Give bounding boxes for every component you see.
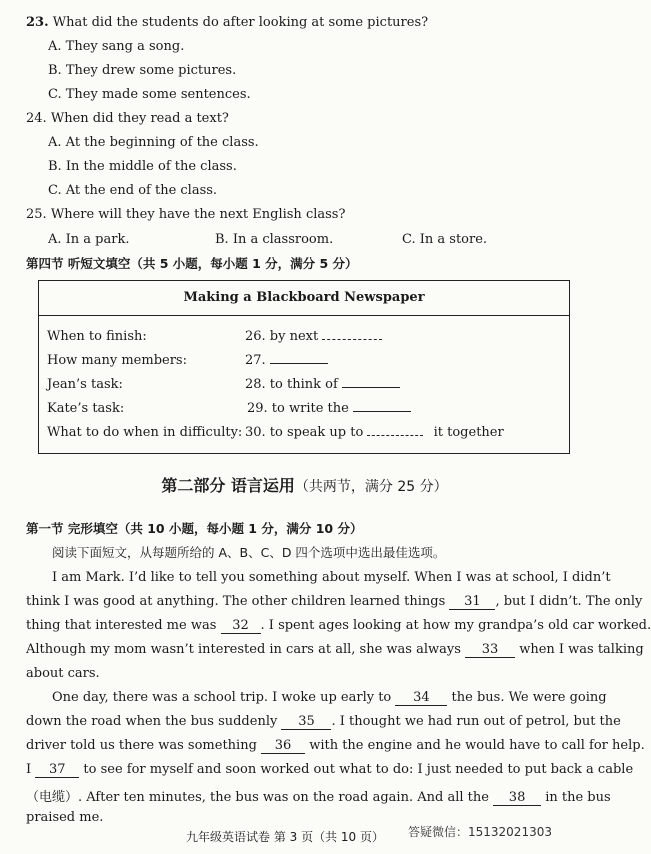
passage-text: in the bus xyxy=(545,790,611,805)
option-25a: A. In a park. xyxy=(48,232,130,247)
question-number: 23. xyxy=(26,15,49,30)
passage-line xyxy=(26,786,611,806)
option-25c: C. In a store. xyxy=(402,232,488,247)
passage-line xyxy=(26,642,644,658)
answer-suffix: it together xyxy=(433,425,504,440)
passage-text: the bus. We were going xyxy=(451,690,607,705)
passage-text: with the engine and he would have to call for help. xyxy=(309,738,645,753)
answer-prefix: 30. to speak up to xyxy=(245,425,364,440)
blank-35[interactable]: 35 xyxy=(281,714,331,730)
question-24 xyxy=(26,111,229,127)
answer-blank[interactable] xyxy=(367,435,423,436)
passage-text: Although my mom wasn’t interested in cars at all, she was always xyxy=(26,642,461,657)
answer-blank[interactable] xyxy=(322,339,382,340)
passage-text: One day, there was a school trip. I woke up early to xyxy=(52,690,392,705)
answer-prefix: 28. to think of xyxy=(245,377,338,392)
answer-blank[interactable] xyxy=(270,363,328,364)
passage-line xyxy=(26,594,642,610)
passage-text: when I was talking xyxy=(519,642,644,657)
passage-text: I xyxy=(26,762,32,777)
blank-36[interactable]: 36 xyxy=(261,738,305,754)
table-row-label: When to finish: xyxy=(47,329,147,344)
part2-heading xyxy=(0,476,609,497)
section4-heading: 第四节 听短文填空（共 5 小题，每小题 1 分，满分 5 分） xyxy=(26,256,358,271)
table-title: Making a Blackboard Newspaper xyxy=(39,281,569,316)
part2-subtitle: （共两节，满分 25 分） xyxy=(294,479,448,495)
table-row-label: Jean’s task: xyxy=(47,377,123,392)
question-25 xyxy=(26,207,345,223)
option-24a: A. At the beginning of the class. xyxy=(48,135,259,150)
passage-text: to see for myself and soon worked out what to do: I just needed to put back a cable xyxy=(83,762,634,777)
section1-heading: 第一节 完形填空（共 10 小题，每小题 1 分，满分 10 分） xyxy=(26,521,363,536)
listening-table xyxy=(38,280,570,454)
answer-blank[interactable] xyxy=(353,411,411,412)
blank-38[interactable]: 38 xyxy=(493,790,541,806)
table-row-answer xyxy=(247,401,411,416)
page-footer: 九年级英语试卷 第 3 页（共 10 页） xyxy=(186,830,384,844)
option-25b: B. In a classroom. xyxy=(215,232,334,247)
table-row-label: How many members: xyxy=(47,353,187,368)
table-row-label: Kate’s task: xyxy=(47,401,125,416)
table-row-answer xyxy=(245,425,504,440)
passage-line: praised me. xyxy=(26,810,104,825)
option-23c: C. They made some sentences. xyxy=(48,87,251,102)
passage-line: about cars. xyxy=(26,666,100,681)
question-number: 25. xyxy=(26,207,47,222)
passage-text: driver told us there was something xyxy=(26,738,257,753)
passage-line xyxy=(26,714,621,730)
watermark: 答疑微信：15132021303 xyxy=(408,825,552,839)
option-24b: B. In the middle of the class. xyxy=(48,159,237,174)
table-row-answer xyxy=(245,377,400,392)
passage-line xyxy=(26,762,633,778)
option-23a: A. They sang a song. xyxy=(48,39,185,54)
blank-32[interactable]: 32 xyxy=(221,618,261,634)
passage-text: thing that interested me was xyxy=(26,618,217,633)
question-text: Where will they have the next English class? xyxy=(50,207,346,222)
question-text: When did they read a text? xyxy=(50,111,229,126)
instruction: 阅读下面短文，从每题所给的 A、B、C、D 四个选项中选出最佳选项。 xyxy=(52,545,446,560)
question-number: 24. xyxy=(26,111,47,126)
table-row-label: What to do when in difficulty: xyxy=(47,425,243,440)
blank-33[interactable]: 33 xyxy=(465,642,515,658)
option-24c: C. At the end of the class. xyxy=(48,183,218,198)
passage-text: . I thought we had run out of petrol, but the xyxy=(331,714,621,729)
passage-text: think I was good at anything. The other children learned things xyxy=(26,594,446,609)
question-text: What did the students do after looking at some pictures? xyxy=(52,15,429,30)
passage-line xyxy=(26,618,651,634)
question-23 xyxy=(26,15,428,31)
passage-text: . I spent ages looking at how my grandpa’s old car worked. xyxy=(260,618,651,633)
answer-prefix: 26. by next xyxy=(245,329,319,344)
passage-line xyxy=(52,690,607,706)
blank-34[interactable]: 34 xyxy=(395,690,447,706)
table-row-answer xyxy=(245,329,382,344)
passage-line xyxy=(26,738,645,754)
passage-text: down the road when the bus suddenly xyxy=(26,714,278,729)
passage-text: , but I didn’t. The only xyxy=(495,594,643,609)
passage-line: I am Mark. I’d like to tell you something about myself. When I was at school, I didn’t xyxy=(52,570,611,585)
passage-text: （电缆）. After ten minutes, the bus was on the road again. And all the xyxy=(26,790,489,805)
option-23b: B. They drew some pictures. xyxy=(48,63,237,78)
blank-37[interactable]: 37 xyxy=(35,762,79,778)
blank-31[interactable]: 31 xyxy=(449,594,495,610)
answer-blank[interactable] xyxy=(342,387,400,388)
answer-prefix: 29. to write the xyxy=(247,401,349,416)
answer-prefix: 27. xyxy=(245,353,266,368)
table-row-answer xyxy=(245,353,328,368)
part2-title: 第二部分 语言运用 xyxy=(161,476,295,495)
